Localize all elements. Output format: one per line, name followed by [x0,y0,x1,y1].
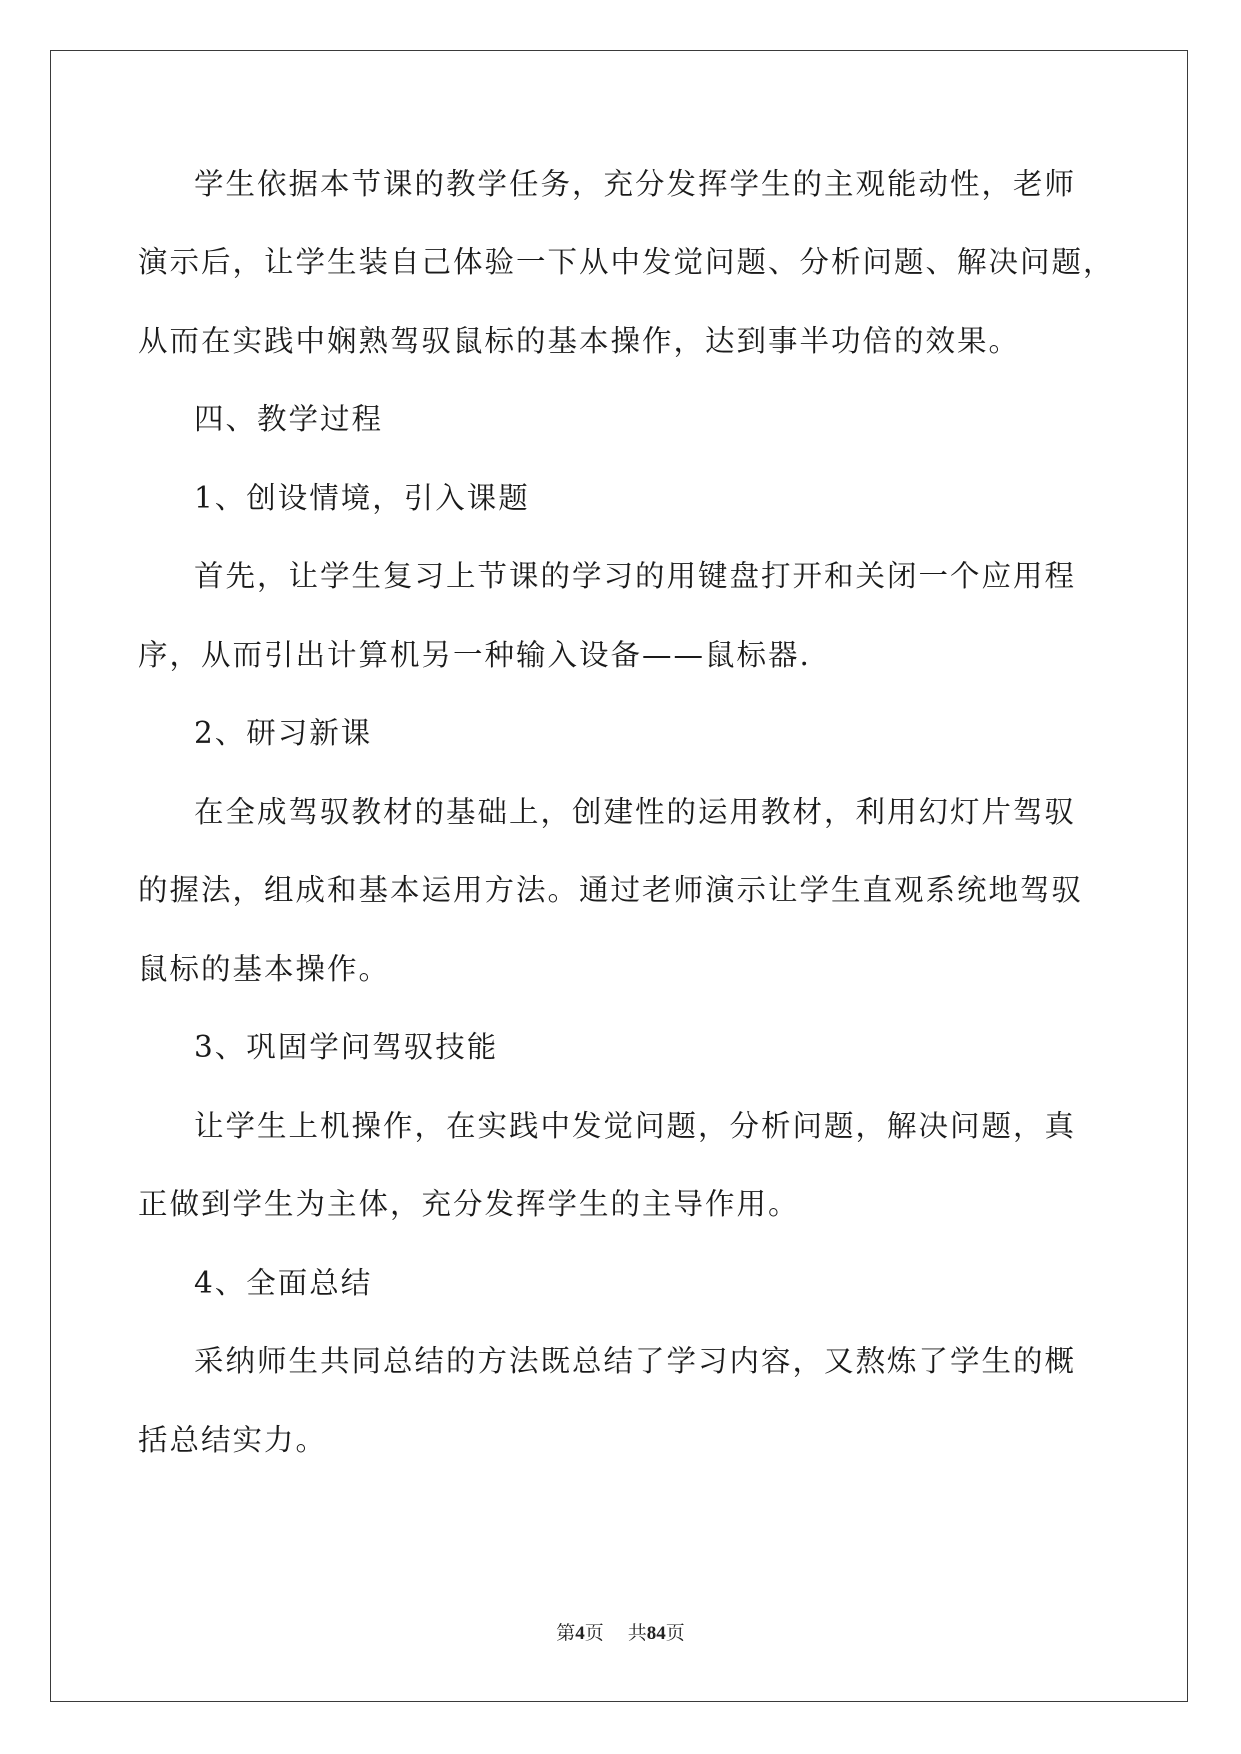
page-suffix: 页 [584,1623,604,1644]
paragraph-line: 让学生上机操作，在实践中发觉问题，分析问题，解决问题，真 [194,1109,1077,1143]
page-prefix: 第 [556,1623,576,1644]
page-footer [0,1618,1241,1645]
paragraph-line: 的握法，组成和基本运用方法。通过老师演示让学生直观系统地驾驭 [138,873,1084,907]
subsection-heading: 4、全面总结 [194,1266,373,1300]
page-number: 4 [575,1623,585,1644]
paragraph-line: 序，从而引出计算机另一种输入设备——鼠标器. [138,638,811,672]
total-prefix: 共 [627,1623,647,1644]
paragraph-line: 在全成驾驭教材的基础上，创建性的运用教材，利用幻灯片驾驭 [194,795,1077,829]
paragraph-line: 从而在实践中娴熟驾驭鼠标的基本操作，达到事半功倍的效果。 [138,324,1021,358]
paragraph-line: 正做到学生为主体，充分发挥学生的主导作用。 [138,1187,800,1221]
subsection-heading: 3、巩固学问驾驭技能 [194,1030,499,1064]
paragraph-line: 鼠标的基本操作。 [138,952,391,986]
paragraph-line: 采纳师生共同总结的方法既总结了学习内容，又熬炼了学生的概 [194,1344,1077,1378]
paragraph-line: 括总结实力。 [138,1423,328,1457]
total-suffix: 页 [665,1623,685,1644]
subsection-heading: 1、创设情境，引入课题 [194,481,530,515]
subsection-heading: 2、研习新课 [194,716,373,750]
paragraph-line: 演示后，让学生装自己体验一下从中发觉问题、分析问题、解决问题， [138,245,1115,279]
paragraph-line: 首先，让学生复习上节课的学习的用键盘打开和关闭一个应用程 [194,559,1077,593]
section-heading: 四、教学过程 [194,402,384,436]
paragraph-line: 学生依据本节课的教学任务，充分发挥学生的主观能动性，老师 [194,167,1077,201]
total-pages: 84 [646,1623,666,1644]
